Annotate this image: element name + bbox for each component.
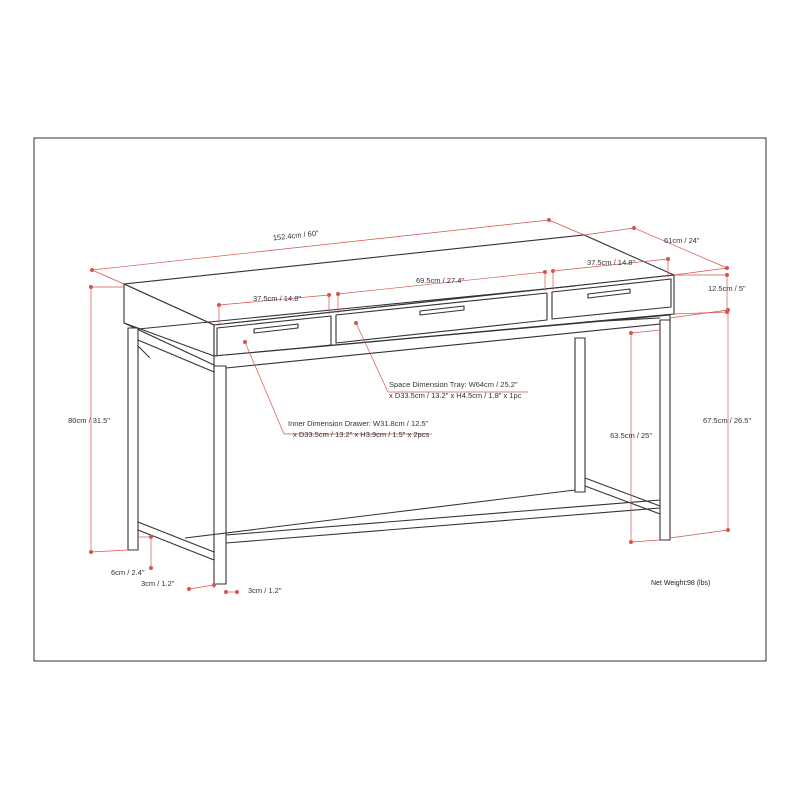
net-weight-label: Net Weight: — [651, 580, 688, 587]
drawer-right-label: 37.5cm / 14.8" — [586, 258, 636, 267]
net-weight — [651, 580, 710, 587]
leg-back-right — [575, 338, 585, 492]
right-side-stretcher — [585, 478, 660, 506]
bottom-stretcher — [226, 500, 660, 535]
tray-note-line2: x D33.5cm / 13.2" x H4.5cm / 1.8" x 1pc — [389, 391, 522, 400]
total-height-label: 80cm / 31.5" — [68, 416, 110, 425]
leg-front-left — [214, 366, 226, 584]
depth-label: 61cm / 24" — [664, 236, 700, 245]
top-thickness-label: 12.5cm / 5" — [708, 284, 746, 293]
apron-height-label: 67.5cm / 26.5" — [703, 416, 752, 425]
notes — [288, 380, 522, 439]
leg-height-label: 63.5cm / 25" — [610, 431, 652, 440]
leg-width-label: 3cm / 1.2" — [141, 579, 175, 588]
right-side-stretcher — [585, 486, 660, 514]
left-diag-brace — [138, 346, 150, 358]
drawer-note-line1: Inner Dimension Drawer: W31.8cm / 12.5" — [288, 419, 429, 428]
net-weight-value: 98 (lbs) — [687, 580, 711, 587]
leg-front-right — [660, 320, 670, 540]
leg-back-left — [128, 328, 138, 550]
bottom-stretcher — [226, 508, 660, 543]
drawer-left-label: 37.5cm / 14.8" — [252, 294, 302, 303]
drawer-note-line2: x D33.5cm / 13.2" x H3.9cm / 1.5" x 2pcs — [293, 430, 430, 439]
width-label: 152.4cm / 60" — [272, 228, 320, 243]
left-side-stretcher — [138, 530, 214, 560]
leg-depth-label: 3cm / 1.2" — [248, 586, 282, 595]
tray-note-line1: Space Dimension Tray: W64cm / 25.2" — [389, 380, 518, 389]
drawer-middle-label: 69.5cm / 27.4" — [415, 276, 465, 285]
foot-height-label: 6cm / 2.4" — [111, 568, 145, 577]
